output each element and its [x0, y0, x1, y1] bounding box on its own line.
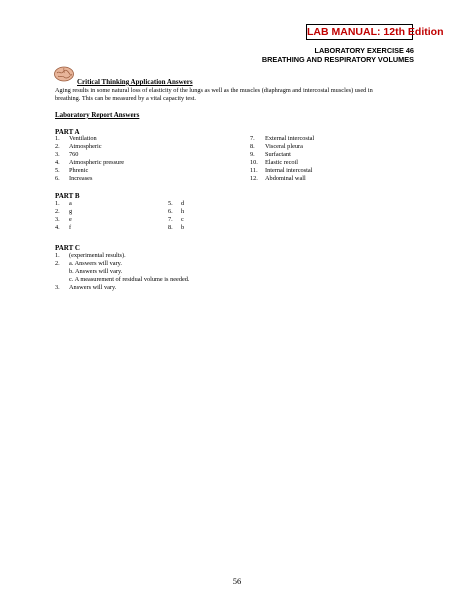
part-a-number: 3.: [55, 151, 60, 158]
part-a-answer: Phrenic: [69, 167, 89, 174]
part-c-answer: c. A measurement of residual volume is needed.: [69, 276, 190, 283]
part-a-label: PART A: [55, 128, 80, 136]
part-b-number: 3.: [55, 216, 60, 223]
part-b-answer: b: [181, 224, 185, 231]
part-a-number: 5.: [55, 167, 60, 174]
part-b-answer: e: [69, 216, 72, 223]
part-a-number: 1.: [55, 135, 60, 142]
part-a-number: 8.: [250, 143, 255, 150]
part-c-answer: a. Answers will vary.: [69, 260, 122, 267]
part-b-number: 5.: [168, 200, 173, 207]
exercise-title: BREATHING AND RESPIRATORY VOLUMES: [261, 55, 414, 64]
part-b-number: 1.: [55, 200, 60, 207]
part-b-answer: f: [69, 224, 72, 231]
part-a-answer: Internal intercostal: [265, 167, 313, 174]
critical-thinking-heading: Critical Thinking Application Answers: [77, 78, 193, 86]
exercise-number: LABORATORY EXERCISE 46: [314, 46, 414, 55]
part-a-number: 12.: [250, 175, 258, 182]
part-a-answer: Increases: [69, 175, 93, 182]
part-a-number: 9.: [250, 151, 255, 158]
part-a-number: 2.: [55, 143, 60, 150]
part-b-answer: a: [69, 200, 72, 207]
part-b-number: 7.: [168, 216, 173, 223]
part-a-answer: External intercostal: [265, 135, 315, 142]
part-b-number: 4.: [55, 224, 60, 231]
part-a-answer: Elastic recoil: [265, 159, 299, 166]
critical-thinking-line-1: Aging results in some natural loss of elasticity of the lungs as well as the muscles (diaphragm and intercostal muscles) used in: [55, 87, 373, 94]
part-a-answer: Surfactant: [265, 151, 291, 158]
part-b-answer: h: [181, 208, 185, 215]
part-b-number: 6.: [168, 208, 173, 215]
part-b-answer: g: [69, 208, 73, 215]
part-c-answer: b. Answers will vary.: [69, 268, 123, 275]
page-number: 56: [232, 576, 242, 586]
part-a-number: 10.: [250, 159, 258, 166]
part-a-number: 4.: [55, 159, 60, 166]
part-c-number: 1.: [55, 252, 60, 259]
part-c-number: 2.: [55, 260, 60, 267]
part-b-answer: c: [181, 216, 184, 223]
part-a-number: 11.: [250, 167, 258, 174]
part-b-answer: d: [181, 200, 185, 207]
part-b-number: 2.: [55, 208, 60, 215]
part-b-number: 8.: [168, 224, 173, 231]
critical-thinking-line-2: breathing. This can be measured by a vital capacity test.: [55, 95, 196, 102]
part-a-number: 7.: [250, 135, 255, 142]
part-a-number: 6.: [55, 175, 60, 182]
part-a-answer: Atmospheric: [69, 143, 102, 150]
edition-banner: LAB MANUAL: 12th Edition: [307, 26, 444, 38]
brain-icon: [54, 66, 74, 82]
part-a-answer: Visceral pleura: [265, 143, 303, 150]
part-c-number: 3.: [55, 284, 60, 291]
part-c-answer: Answers will vary.: [69, 284, 117, 291]
part-c-label: PART C: [55, 244, 80, 252]
part-b-label: PART B: [55, 192, 80, 200]
part-a-answer: Ventilation: [69, 135, 97, 142]
part-c-answer: (experimental results).: [69, 252, 126, 259]
part-a-answer: Abdominal wall: [265, 175, 306, 182]
report-heading: Laboratory Report Answers: [55, 111, 140, 119]
part-a-answer: Atmospheric pressure: [69, 159, 125, 166]
part-a-answer: 760: [69, 151, 79, 158]
